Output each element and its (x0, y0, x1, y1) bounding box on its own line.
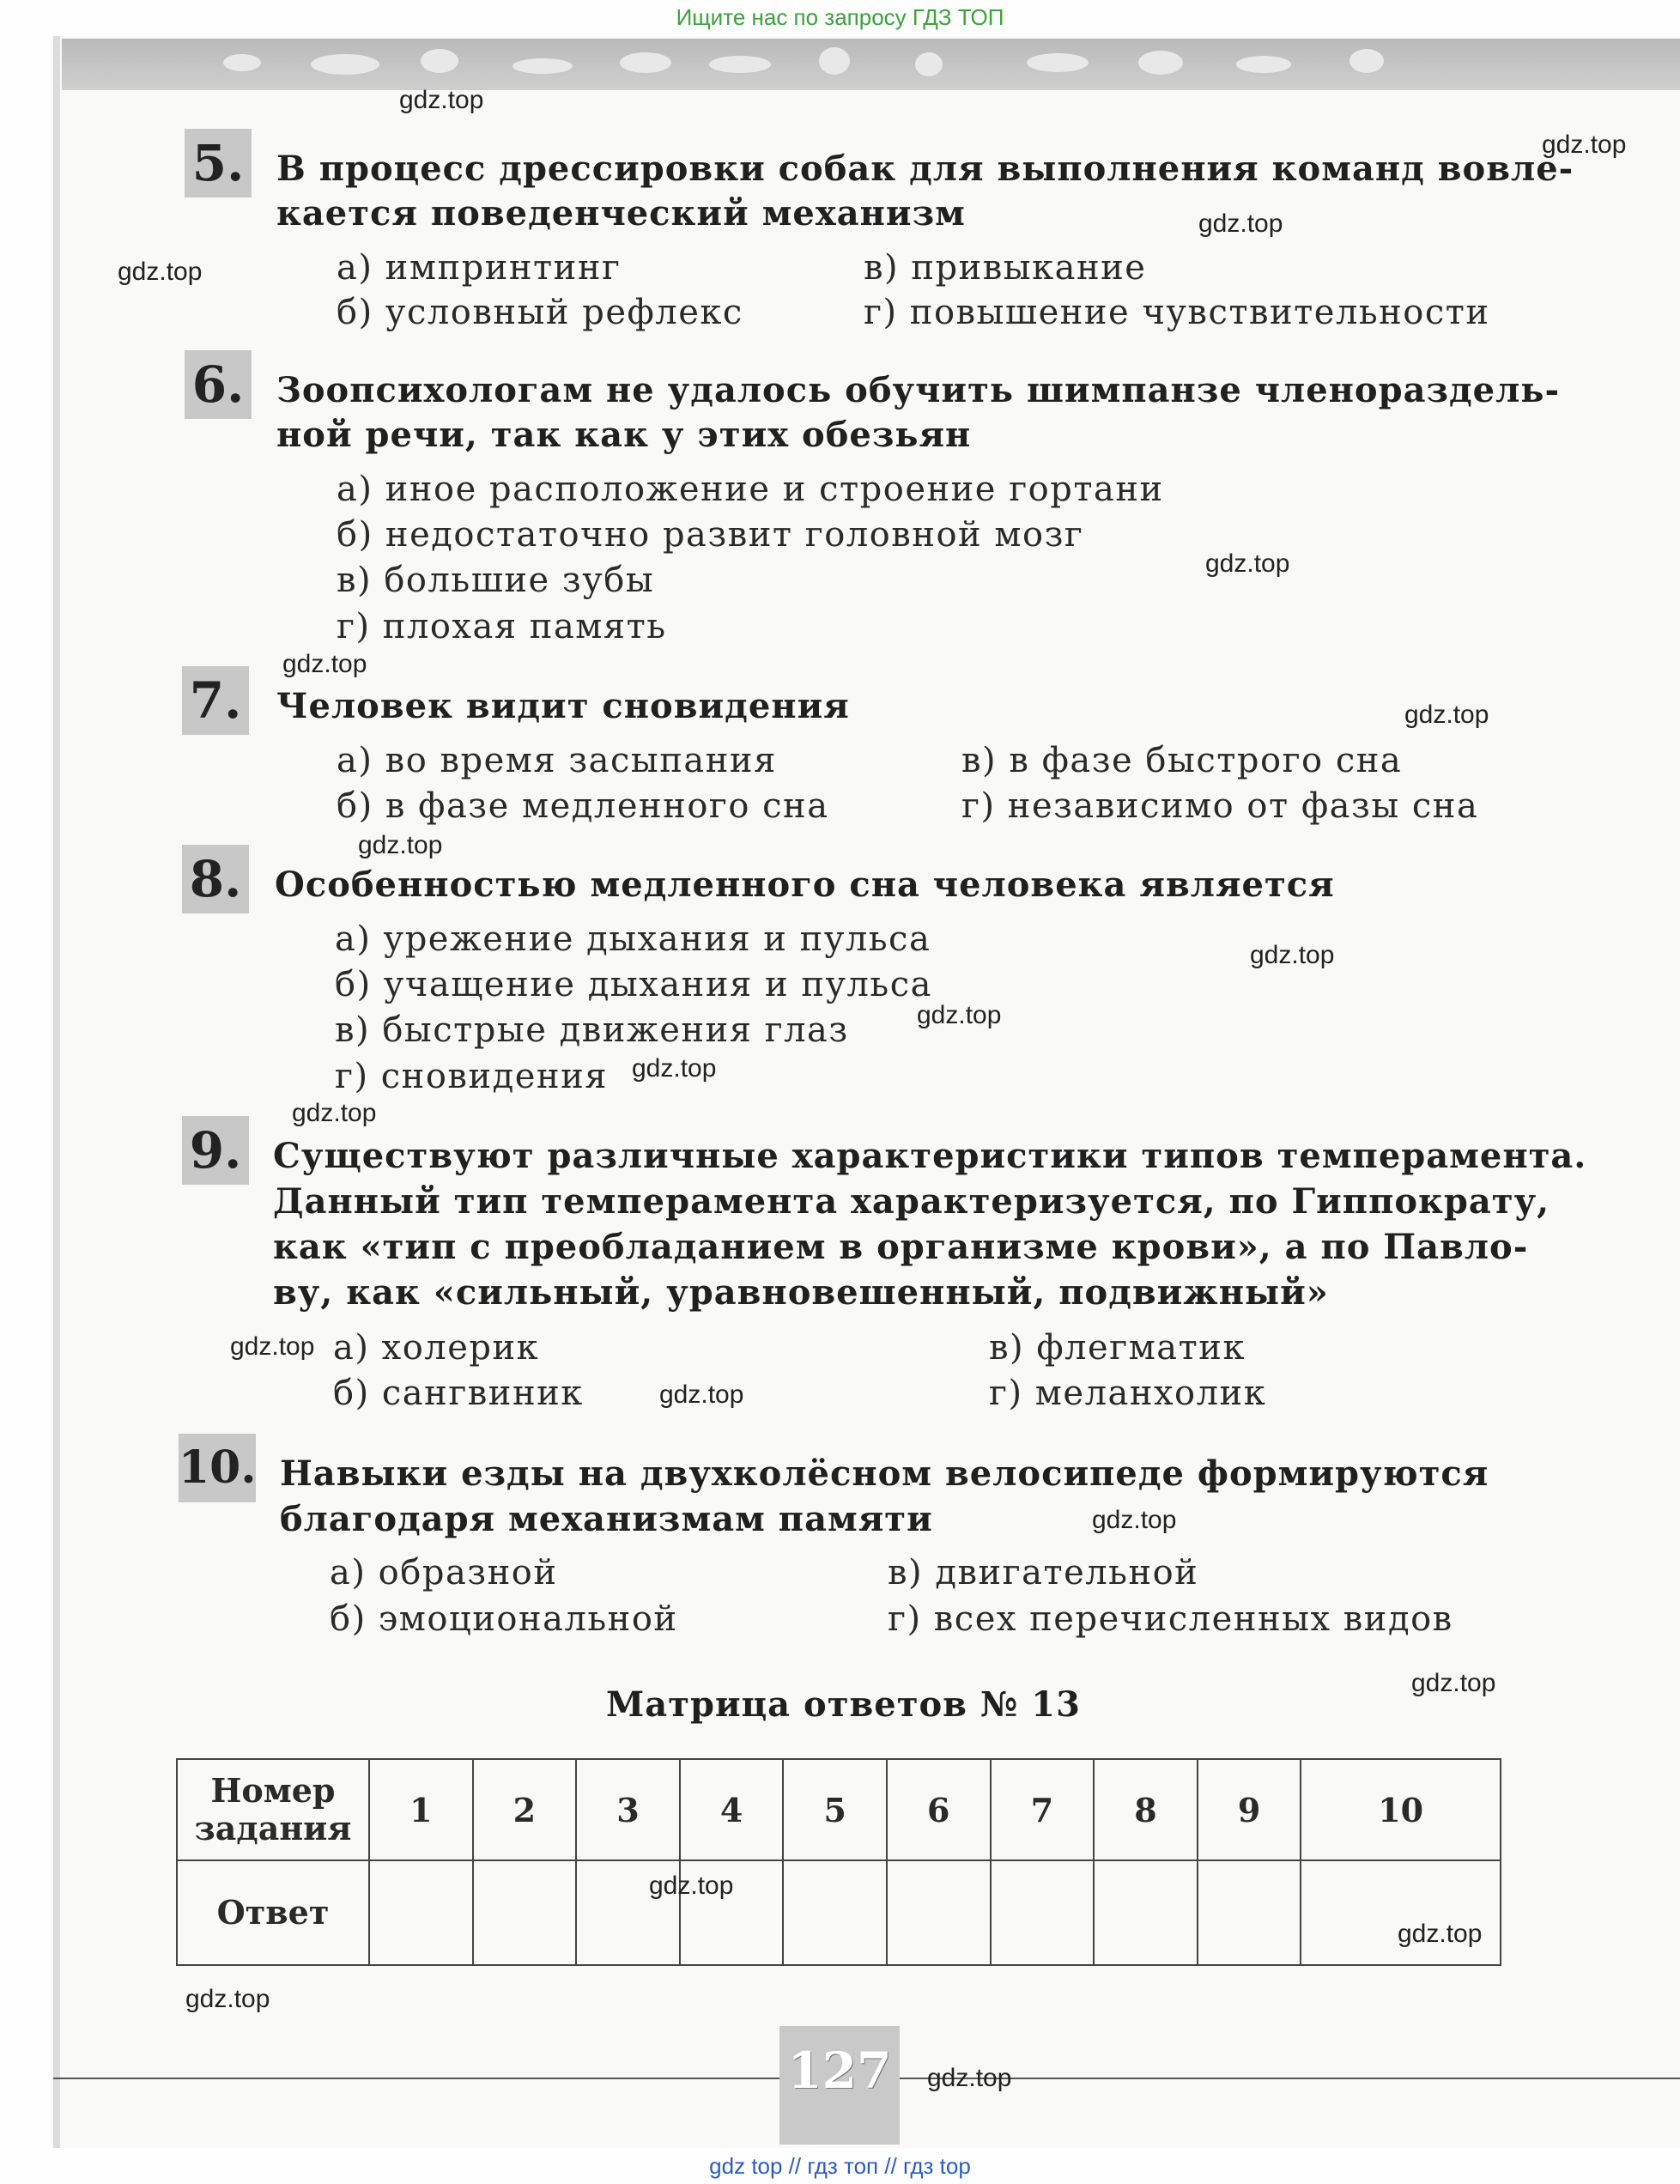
question-7-text-line-1: Человек видит сновидения (276, 686, 850, 726)
matrix-answer-cell[interactable] (369, 1860, 473, 1965)
question-5-number: 5. (185, 129, 252, 197)
question-10-option-v: в) двигательной (888, 1553, 1199, 1592)
watermark: gdz.top (649, 1872, 734, 1900)
matrix-answer-cell[interactable] (1301, 1860, 1501, 1965)
answer-matrix-table (176, 1758, 1501, 1966)
question-10-option-a: а) образной (330, 1553, 558, 1592)
matrix-answer-cell[interactable] (473, 1860, 577, 1965)
matrix-number-cell: 1 (369, 1759, 473, 1860)
matrix-row-answers (177, 1860, 1501, 1965)
watermark: gdz.top (1404, 701, 1489, 729)
top-banner[interactable]: Ищите нас по запросу ГДЗ ТОП (676, 4, 1004, 30)
question-5-option-g: г) повышение чувствительности (864, 293, 1490, 332)
matrix-number-cell: 2 (473, 1759, 577, 1860)
matrix-number-cell: 6 (887, 1759, 991, 1860)
question-5-text-line-1: В процесс дрессировки собак для выполнения команд вовле- (276, 149, 1574, 189)
question-5-option-v: в) привыкание (864, 248, 1147, 288)
matrix-number-cell: 8 (1094, 1759, 1198, 1860)
watermark: gdz.top (659, 1380, 744, 1409)
question-7-option-b: б) в фазе медленного сна (337, 786, 829, 826)
matrix-number-cell: 9 (1198, 1759, 1301, 1860)
question-9-text-line-1: Существуют различные характеристики типов темперамента. (273, 1136, 1587, 1176)
watermark: gdz.top (1205, 549, 1290, 578)
question-10-number: 10. (179, 1434, 256, 1502)
question-5-option-b: б) условный рефлекс (337, 293, 743, 332)
answer-matrix-title: Матрица ответов № 13 (606, 1684, 1081, 1725)
question-6-text-line-2: ной речи, так как у этих обезьян (276, 415, 972, 455)
matrix-answer-cell[interactable] (887, 1860, 991, 1965)
watermark: gdz.top (282, 650, 367, 678)
question-6-text-line-1: Зоопсихологам не удалось обучить шимпанзе членораздель- (276, 370, 1561, 410)
question-10-text-line-1: Навыки езды на двухколёсном велосипеде формируются (280, 1453, 1489, 1494)
animal-silhouettes-icon (62, 39, 1680, 90)
page-number: 127 (787, 2041, 892, 2100)
watermark: gdz.top (118, 258, 203, 286)
watermark: gdz.top (1198, 209, 1283, 238)
question-7-option-g: г) независимо от фазы сна (961, 786, 1479, 826)
question-10-text-line-2: благодаря механизмам памяти (280, 1499, 933, 1539)
question-7-option-a: а) во время засыпания (337, 741, 777, 780)
question-8-text-line-1: Особенностью медленного сна человека является (275, 864, 1335, 905)
matrix-answer-cell[interactable] (783, 1860, 887, 1965)
watermark: gdz.top (927, 2064, 1012, 2092)
matrix-answer-cell[interactable] (1198, 1860, 1301, 1965)
watermark: gdz.top (917, 1001, 1002, 1029)
question-7-option-v: в) в фазе быстрого сна (961, 741, 1403, 780)
watermark: gdz.top (1092, 1506, 1177, 1534)
question-6-option-b: б) недостаточно развит головной мозг (337, 515, 1084, 555)
matrix-header-line-1: Номер (210, 1771, 336, 1810)
question-9-option-b: б) сангвиник (333, 1374, 584, 1413)
watermark: gdz.top (1542, 130, 1627, 159)
matrix-number-cell: 3 (576, 1759, 680, 1860)
watermark: gdz.top (358, 831, 443, 859)
question-9-text-line-3: как «тип с преобладанием в организме крови», а по Павло- (273, 1227, 1529, 1267)
question-8-option-v: в) быстрые движения глаз (335, 1010, 849, 1050)
matrix-header-answer: Ответ (177, 1860, 369, 1965)
question-8-option-b: б) учащение дыхания и пульса (335, 965, 932, 1004)
question-8-number: 8. (182, 845, 249, 913)
question-6-option-a: а) иное расположение и строение гортани (337, 470, 1164, 509)
matrix-number-cell: 10 (1301, 1759, 1501, 1860)
question-9-number: 9. (182, 1116, 249, 1185)
bottom-banner[interactable]: gdz top // гдз топ // гдз top (709, 2153, 971, 2179)
question-10-option-g: г) всех перечисленных видов (888, 1599, 1453, 1639)
question-9-option-a: а) холерик (333, 1328, 540, 1368)
watermark: gdz.top (1398, 1920, 1483, 1948)
question-8-option-a: а) урежение дыхания и пульса (335, 919, 931, 959)
question-6-option-v: в) большие зубы (337, 561, 655, 600)
animal-silhouettes-header (62, 39, 1680, 90)
question-5-option-a: а) импринтинг (337, 248, 622, 288)
question-9-text-line-2: Данный тип темперамента характеризуется, по Гиппократу, (273, 1181, 1550, 1222)
question-10-option-b: б) эмоциональной (330, 1599, 678, 1639)
question-8-option-g: г) сновидения (335, 1057, 608, 1096)
matrix-number-cell: 4 (680, 1759, 784, 1860)
question-9-option-g: г) меланхолик (989, 1374, 1267, 1413)
page-binding-edge (53, 36, 60, 2148)
question-7-number: 7. (182, 666, 249, 735)
matrix-answer-cell[interactable] (1094, 1860, 1198, 1965)
matrix-number-cell: 5 (783, 1759, 887, 1860)
matrix-answer-cell[interactable] (991, 1860, 1095, 1965)
matrix-number-cell: 7 (991, 1759, 1095, 1860)
watermark: gdz.top (1411, 1669, 1496, 1697)
matrix-header-line-2: задания (194, 1809, 352, 1847)
matrix-row-numbers (177, 1759, 1501, 1860)
question-6-option-g: г) плохая память (337, 607, 667, 646)
question-9-text-line-4: ву, как «сильный, уравновешенный, подвижный» (273, 1272, 1329, 1313)
watermark: gdz.top (632, 1054, 717, 1083)
watermark: gdz.top (1250, 941, 1335, 969)
watermark: gdz.top (292, 1099, 377, 1127)
matrix-header-number (177, 1759, 369, 1860)
question-6-number: 6. (185, 350, 252, 419)
watermark: gdz.top (399, 86, 484, 114)
question-9-option-v: в) флегматик (989, 1328, 1246, 1368)
watermark: gdz.top (230, 1332, 315, 1361)
question-5-text-line-2: кается поведенческий механизм (276, 193, 966, 234)
watermark: gdz.top (185, 1985, 270, 2013)
